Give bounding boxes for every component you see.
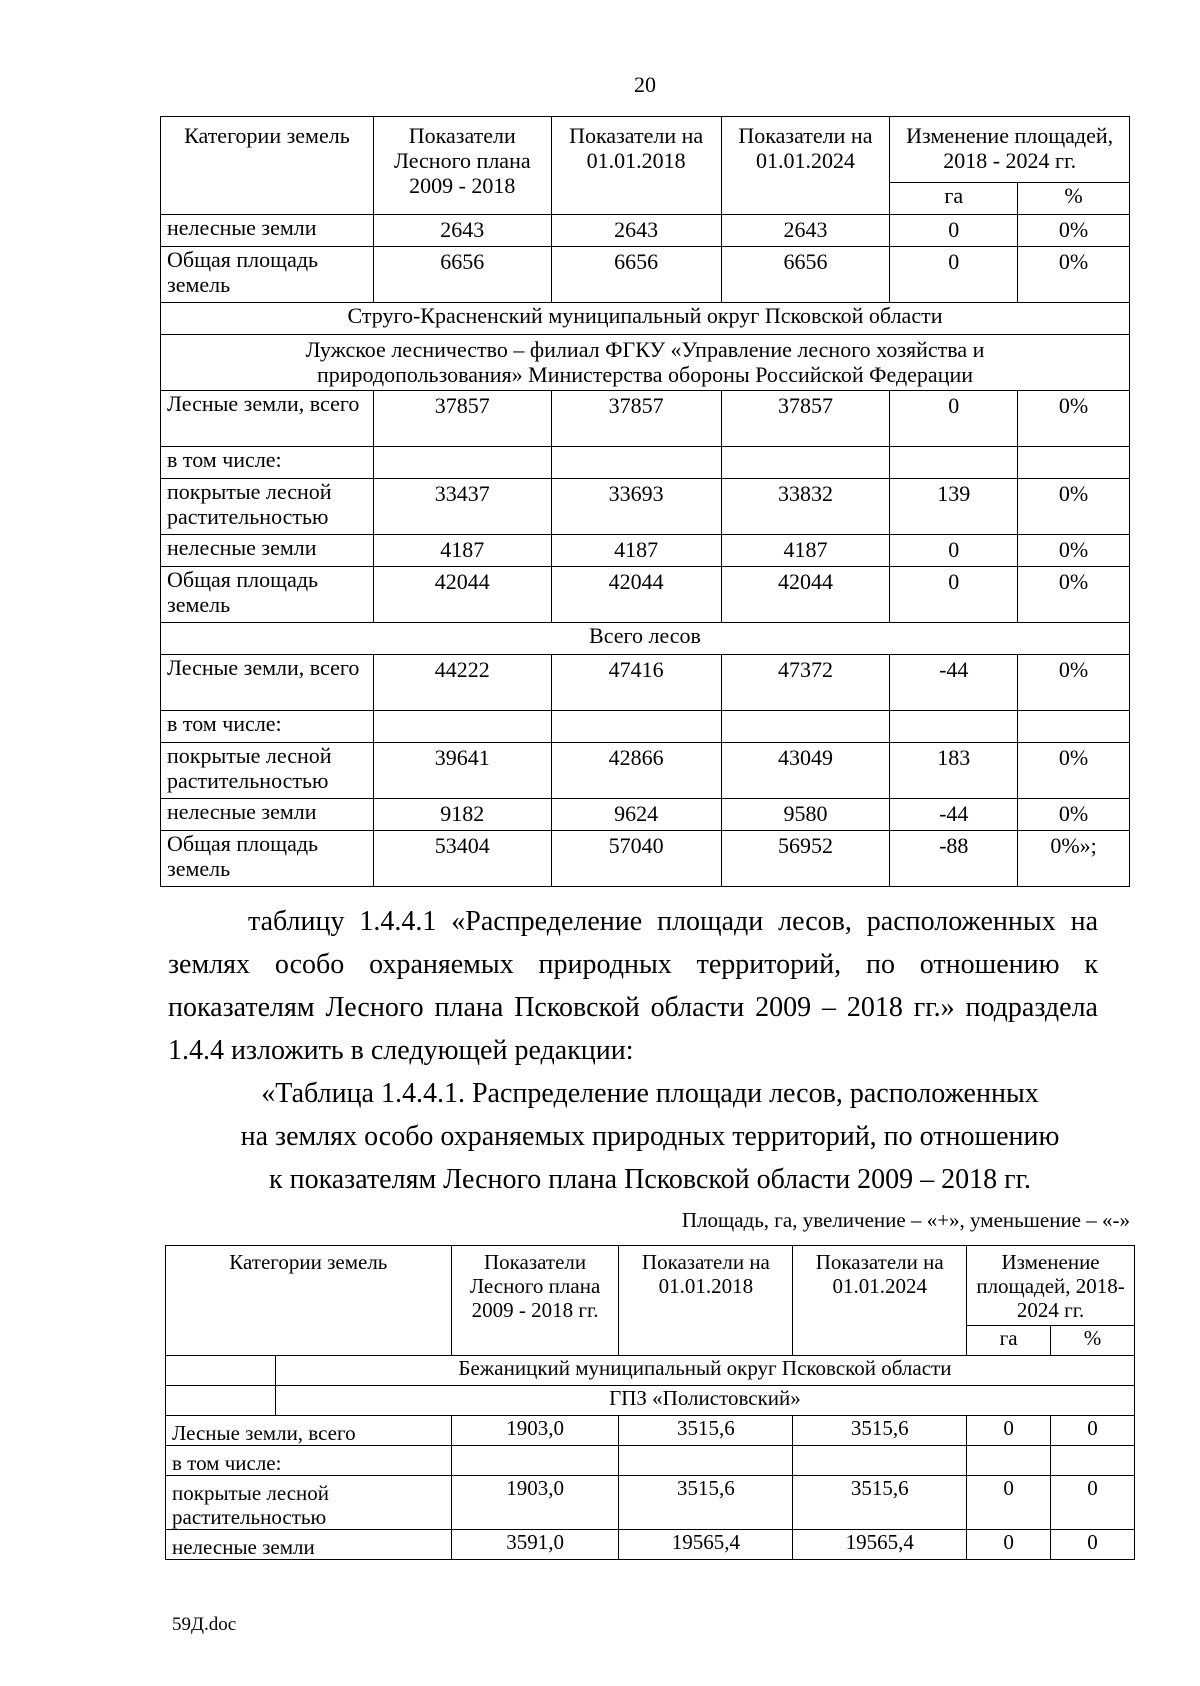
cell-y2024: 42044 [721,567,890,623]
footer-filename: 59Д.doc [172,1614,237,1635]
row-label: в том числе: [166,1446,452,1476]
table-row [161,479,1130,535]
row-label: покрытые лесной растительностью [161,743,374,799]
table-row [161,799,1130,831]
row-label: в том числе: [161,711,374,743]
cell-y2018: 3515,6 [619,1416,793,1446]
cell-plan: 37857 [373,391,551,447]
cell-ha: 0 [967,1476,1051,1530]
cell-pct: 0 [1051,1416,1135,1446]
cell-plan [451,1446,619,1476]
cell-y2018: 33693 [551,479,721,535]
cell-ha: 0 [967,1416,1051,1446]
cell-y2018: 37857 [551,391,721,447]
cell-pct: 0% [1018,391,1130,447]
table-caption-line-2: на землях особо охраняемых природных территорий, по отношению [240,1121,1060,1152]
cell-ha: 0 [890,567,1018,623]
table-row [161,711,1130,743]
cell-y2018: 2643 [551,215,721,247]
protected-areas-table [165,1245,1135,1560]
unit-note: Площадь, га, увеличение – «+», уменьшение – «-» [681,1208,1130,1232]
table-row [161,215,1130,247]
table-row [166,1476,1135,1530]
header-pct: % [1018,183,1130,215]
cell-y2018 [551,447,721,479]
cell-pct: 0%»; [1018,831,1130,887]
cell-plan: 4187 [373,535,551,567]
cell-plan: 42044 [373,567,551,623]
cell-y2018: 9624 [551,799,721,831]
cell-y2018: 47416 [551,655,721,711]
cell-plan: 44222 [373,655,551,711]
cell-y2024 [721,711,890,743]
cell-pct [1018,447,1130,479]
cell-pct [1051,1446,1135,1476]
cell-y2024 [721,447,890,479]
cell-y2024: 33832 [721,479,890,535]
cell-y2024: 37857 [721,391,890,447]
cell-y2018: 4187 [551,535,721,567]
row-label: Лесные земли, всего [161,655,374,711]
table-row [161,391,1130,447]
header-ha: га [967,1326,1051,1356]
cell-ha: 0 [890,215,1018,247]
cell-plan: 2643 [373,215,551,247]
row-label: Лесные земли, всего [161,391,374,447]
cell-ha: 0 [967,1530,1051,1560]
table-row [166,1530,1135,1560]
cell-y2024: 3515,6 [793,1476,967,1530]
section-title: Струго-Красненский муниципальный округ Псковской области [161,303,1130,335]
cell-plan: 1903,0 [451,1416,619,1446]
cell-pct: 0 [1051,1476,1135,1530]
cell-ha: -44 [890,655,1018,711]
cell-y2024: 6656 [721,247,890,303]
cell-ha: 0 [890,247,1018,303]
table-row [161,447,1130,479]
cell-y2024: 56952 [721,831,890,887]
cell-y2024: 43049 [721,743,890,799]
cell-ha: -44 [890,799,1018,831]
cell-ha [890,447,1018,479]
row-label: нелесные земли [161,535,374,567]
cell-plan: 39641 [373,743,551,799]
forest-area-table-continued [160,116,1130,887]
header-change: Изменение площадей, 2018 - 2024 гг. [890,117,1130,183]
header-pct: % [1051,1326,1135,1356]
cell-ha: 183 [890,743,1018,799]
row-label: нелесные земли [161,215,374,247]
cell-pct: 0% [1018,799,1130,831]
row-label: Общая площадь земель [161,247,374,303]
table-row [161,535,1130,567]
cell-y2018: 3515,6 [619,1476,793,1530]
header-category: Категории земель [161,117,374,215]
table-row [161,567,1130,623]
cell-y2018 [619,1446,793,1476]
cell-pct: 0% [1018,535,1130,567]
blank-cell [166,1356,276,1386]
header-2024: Показатели на 01.01.2024 [793,1246,967,1356]
cell-plan: 3591,0 [451,1530,619,1560]
cell-y2024: 3515,6 [793,1416,967,1446]
cell-y2024: 9580 [721,799,890,831]
cell-ha: 0 [890,391,1018,447]
cell-ha: 139 [890,479,1018,535]
row-label: покрытые лесной растительностью [166,1476,452,1530]
cell-plan: 53404 [373,831,551,887]
row-label: нелесные земли [166,1530,452,1560]
cell-ha [967,1446,1051,1476]
page-number: 20 [634,72,656,97]
cell-y2024: 4187 [721,535,890,567]
cell-plan [373,711,551,743]
table-row [166,1446,1135,1476]
cell-y2018 [551,711,721,743]
cell-pct: 0% [1018,247,1130,303]
section-title: Всего лесов [161,623,1130,655]
cell-plan: 1903,0 [451,1476,619,1530]
cell-ha: 0 [890,535,1018,567]
cell-pct: 0% [1018,479,1130,535]
row-label: Общая площадь земель [161,567,374,623]
cell-y2018: 6656 [551,247,721,303]
header-2024: Показатели на 01.01.2024 [721,117,890,215]
header-change: Изменение площадей, 2018-2024 гг. [967,1246,1135,1326]
cell-y2024: 19565,4 [793,1530,967,1560]
table-row [166,1416,1135,1446]
section-subtitle: Лужское лесничество – филиал ФГКУ «Управление лесного хозяйства и природопользования» Министерства обороны Российской Федерации [161,335,1130,391]
blank-cell [166,1386,276,1416]
table-caption-line-1: «Таблица 1.4.4.1. Распределение площади лесов, расположенных [261,1078,1039,1109]
cell-y2024: 47372 [721,655,890,711]
header-2018: Показатели на 01.01.2018 [619,1246,793,1356]
table-row [161,655,1130,711]
cell-plan: 9182 [373,799,551,831]
header-2018: Показатели на 01.01.2018 [551,117,721,215]
row-label: нелесные земли [161,799,374,831]
cell-y2018: 57040 [551,831,721,887]
row-label: Общая площадь земель [161,831,374,887]
cell-pct: 0% [1018,567,1130,623]
cell-plan: 33437 [373,479,551,535]
cell-plan [373,447,551,479]
body-paragraph: таблицу 1.4.4.1 «Распределение площади лесов, расположенных на землях особо охраняемых природных территорий, по отношению к показателям Лесного плана Псковской области 2009 – 2018 гг.» подраздела 1.4.4 изложить в следующей редакции: [168,906,1098,1066]
cell-y2018: 19565,4 [619,1530,793,1560]
cell-plan: 6656 [373,247,551,303]
row-label: покрытые лесной растительностью [161,479,374,535]
header-ha: га [890,183,1018,215]
cell-ha: -88 [890,831,1018,887]
header-plan: Показатели Лесного плана 2009 - 2018 гг. [451,1246,619,1356]
table-row [161,247,1130,303]
row-label: Лесные земли, всего [166,1416,452,1446]
cell-ha [890,711,1018,743]
table-caption-line-3: к показателям Лесного плана Псковской области 2009 – 2018 гг. [268,1164,1031,1195]
cell-y2024 [793,1446,967,1476]
cell-y2018: 42044 [551,567,721,623]
header-plan: Показатели Лесного плана 2009 - 2018 [373,117,551,215]
section-title: Бежаницкий муниципальный округ Псковской области [275,1356,1134,1386]
cell-pct: 0% [1018,215,1130,247]
cell-pct: 0% [1018,743,1130,799]
section-subtitle: ГПЗ «Полистовский» [275,1386,1134,1416]
header-category: Категории земель [166,1246,452,1356]
row-label: в том числе: [161,447,374,479]
cell-pct: 0% [1018,655,1130,711]
cell-pct [1018,711,1130,743]
table-row [161,831,1130,887]
table-row [161,743,1130,799]
cell-pct: 0 [1051,1530,1135,1560]
cell-y2018: 42866 [551,743,721,799]
cell-y2024: 2643 [721,215,890,247]
